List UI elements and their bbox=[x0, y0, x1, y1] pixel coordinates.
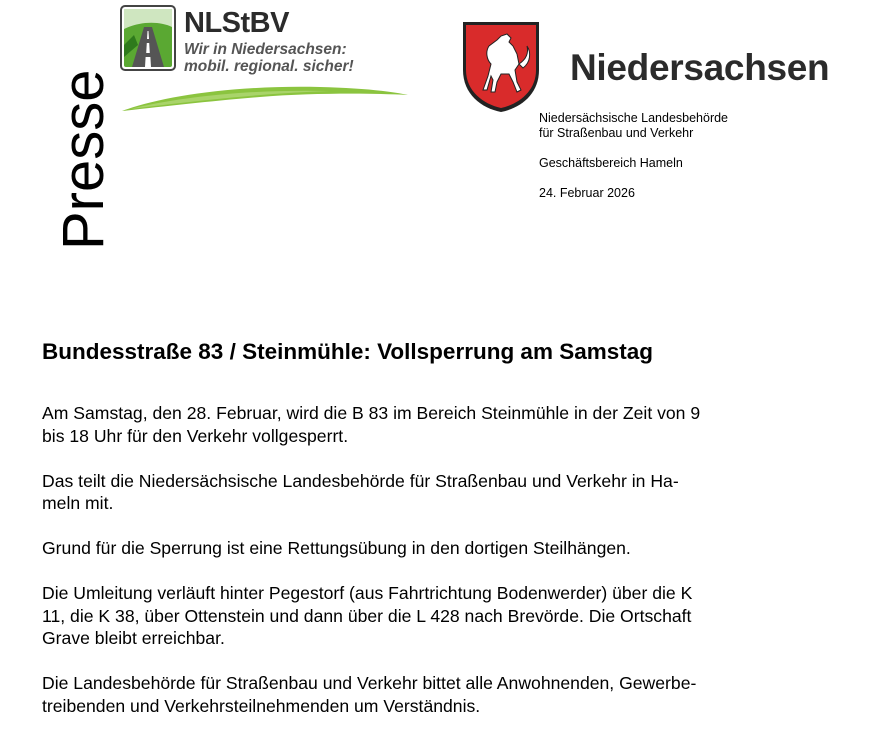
lower-saxony-crest-icon bbox=[461, 20, 541, 114]
release-date: 24. Februar 2026 bbox=[539, 186, 635, 200]
slogan-line-1: Wir in Niedersachsen: bbox=[184, 41, 347, 58]
paragraph-line: 11, die K 38, über Ottenstein und dann über die L 428 nach Brevörde. Die Ortschaft bbox=[42, 605, 692, 626]
paragraph-line: bis 18 Uhr für den Verkehr vollgesperrt. bbox=[42, 425, 349, 446]
nlstbv-name: NLStBV bbox=[184, 7, 289, 39]
paragraph-line: Die Umleitung verläuft hinter Pegestorf (aus Fahrtrichtung Bodenwerder) über die K bbox=[42, 583, 693, 603]
division-name: Geschäftsbereich Hameln bbox=[539, 156, 683, 170]
paragraph-line: Die Landesbehörde für Straßenbau und Verkehr bittet alle Anwohnenden, Gewerbe- bbox=[42, 673, 697, 693]
nlstbv-slogan bbox=[184, 41, 414, 75]
paragraph bbox=[42, 672, 802, 717]
paragraph-line: Grund für die Sperrung ist eine Rettungsübung in den dortigen Steilhängen. bbox=[42, 538, 631, 558]
paragraph bbox=[42, 402, 802, 447]
paragraph bbox=[42, 537, 802, 560]
paragraph-line: Das teilt die Niedersächsische Landesbehörde für Straßenbau und Verkehr in Ha- bbox=[42, 470, 679, 491]
paragraph-line: Am Samstag, den 28. Februar, wird die B 83 im Bereich Steinmühle in der Zeit von 9 bbox=[42, 403, 701, 423]
paragraph bbox=[42, 582, 802, 650]
green-swoosh-icon bbox=[120, 75, 410, 115]
slogan-line-2: mobil. regional. sicher! bbox=[184, 58, 354, 75]
road-logo-icon bbox=[120, 5, 176, 71]
presse-label: Presse bbox=[51, 69, 116, 250]
paragraph bbox=[42, 470, 802, 515]
press-release-headline: Bundesstraße 83 / Steinmühle: Vollsperrung am Samstag bbox=[42, 339, 653, 364]
authority-info bbox=[539, 111, 728, 201]
authority-line-2: für Straßenbau und Verkehr bbox=[539, 126, 694, 140]
paragraph-line: meln mit. bbox=[42, 493, 114, 513]
press-release-body bbox=[42, 402, 802, 740]
paragraph-line: treibenden und Verkehrsteilnehmenden um Verständnis. bbox=[42, 695, 481, 716]
paragraph-line: Grave bleibt erreichbar. bbox=[42, 628, 225, 648]
nlstbv-logo bbox=[120, 5, 410, 115]
authority-line-1: Niedersächsische Landesbehörde bbox=[539, 111, 729, 125]
niedersachsen-wordmark: Niedersachsen bbox=[570, 47, 830, 88]
